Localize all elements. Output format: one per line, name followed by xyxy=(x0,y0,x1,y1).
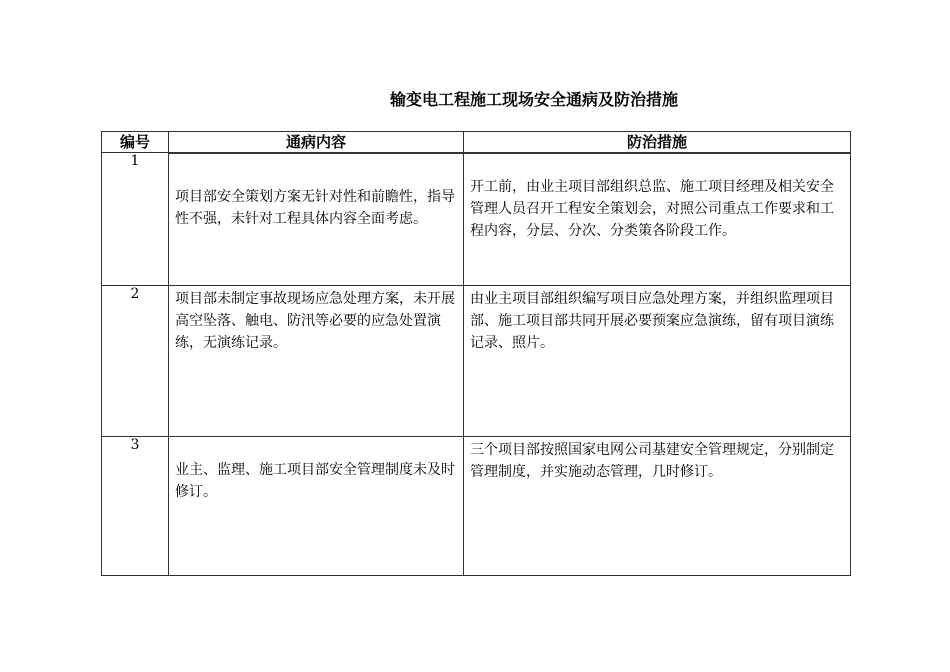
table-row xyxy=(102,153,851,286)
column-header-measure: 防治措施 xyxy=(464,132,851,153)
issue-text: 项目部未制定事故现场应急处理方案，未开展高空坠落、触电、防汛等必要的应急处置演练，无演练记录。 xyxy=(175,291,455,351)
table-row xyxy=(102,437,851,576)
page-title: 输变电工程施工现场安全通病及防治措施 xyxy=(390,90,679,109)
issue-cell xyxy=(169,286,464,437)
column-header-number: 编号 xyxy=(102,132,169,153)
row-number: 3 xyxy=(102,437,169,576)
measure-text: 三个项目部按照国家电网公司基建安全管理规定，分别制定管理制度，并实施动态管理，几时修订。 xyxy=(470,442,834,480)
measure-cell xyxy=(464,153,851,286)
issue-text: 业主、监理、施工项目部安全管理制度未及时修订。 xyxy=(175,462,455,500)
issue-cell xyxy=(169,437,464,576)
row-number: 2 xyxy=(102,286,169,437)
measure-text: 开工前，由业主项目部组织总监、施工项目经理及相关安全管理人员召开工程安全策划会，对照公司重点工作要求和工程内容，分层、分次、分类策各阶段工作。 xyxy=(470,179,834,239)
measure-cell xyxy=(464,286,851,437)
table-header-row xyxy=(102,132,851,153)
table-row xyxy=(102,286,851,437)
measure-cell xyxy=(464,437,851,576)
issue-text: 项目部安全策划方案无针对性和前瞻性，指导性不强，未针对工程具体内容全面考虑。 xyxy=(175,189,455,227)
issue-cell xyxy=(169,153,464,286)
row-number: 1 xyxy=(102,153,169,286)
measures-table xyxy=(101,131,851,576)
column-header-issue: 通病内容 xyxy=(169,132,464,153)
measure-text: 由业主项目部组织编写项目应急处理方案，并组织监理项目部、施工项目部共同开展必要预案应急演练，留有项目演练记录、照片。 xyxy=(470,291,834,351)
